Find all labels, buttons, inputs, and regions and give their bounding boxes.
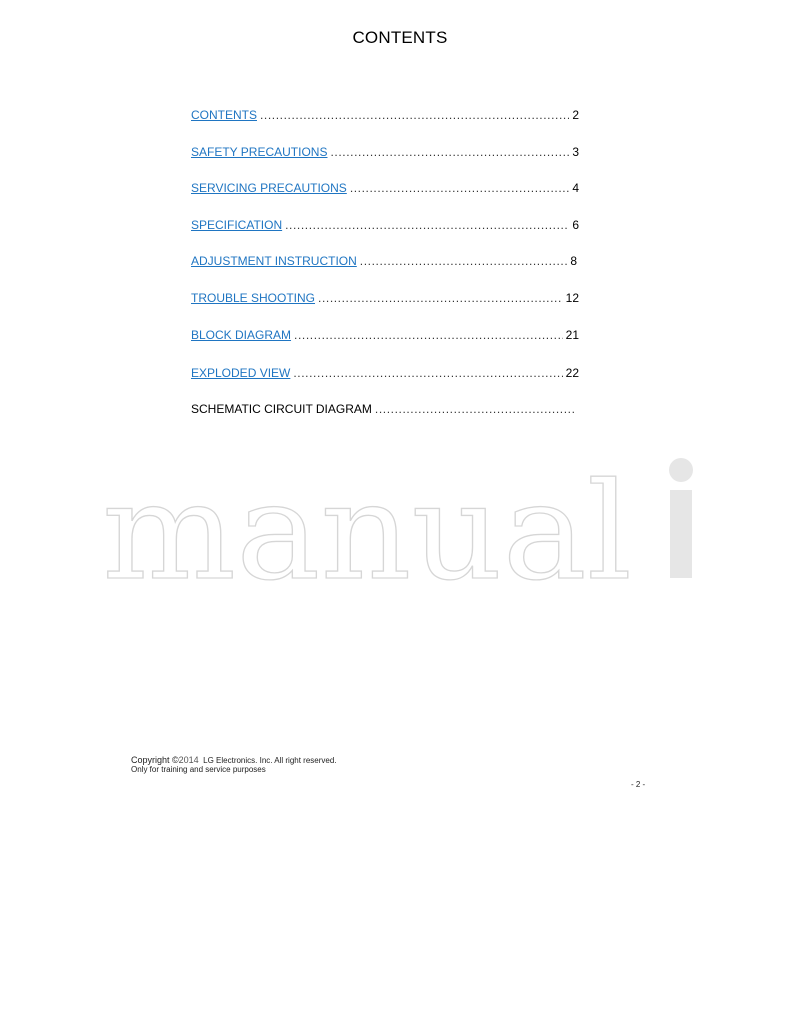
toc-page-number: 4: [572, 181, 579, 195]
footer-copyright: [131, 756, 337, 774]
toc-link[interactable]: SAFETY PRECAUTIONS: [191, 145, 328, 159]
toc-entry-schematic-circuit-diagram: [191, 402, 577, 416]
toc-page-number: 12: [565, 291, 579, 305]
copyright-line: [131, 756, 337, 765]
watermark-logo: [100, 458, 700, 588]
toc-entry-safety-precautions[interactable]: [191, 145, 579, 159]
toc-entry-contents[interactable]: [191, 108, 579, 122]
toc-leader-dots: [294, 328, 563, 342]
toc-page-number: 22: [565, 366, 579, 380]
watermark-text: manual: [102, 458, 632, 588]
toc-page-number: 8: [570, 254, 577, 268]
copyright-prefix: Copyright ©: [131, 755, 179, 765]
toc-leader-dots: [293, 366, 562, 380]
copyright-company: LG Electronics. Inc. All right reserved.: [203, 756, 337, 765]
copyright-note: Only for training and service purposes: [131, 765, 266, 774]
toc-page-number: 2: [572, 108, 579, 122]
watermark-i-stem: [670, 490, 692, 578]
toc-entry-block-diagram[interactable]: [191, 328, 579, 342]
toc-entry-adjustment-instruction[interactable]: [191, 254, 577, 268]
footer-page-number: - 2 -: [631, 780, 646, 789]
copyright-year: 2014: [178, 755, 199, 765]
toc-link[interactable]: EXPLODED VIEW: [191, 366, 291, 380]
toc-leader-dots: [360, 254, 568, 268]
toc-entry-exploded-view[interactable]: [191, 366, 579, 380]
toc-label: SCHEMATIC CIRCUIT DIAGRAM: [191, 402, 372, 416]
toc-leader-dots: [350, 181, 570, 195]
toc-link[interactable]: BLOCK DIAGRAM: [191, 328, 292, 342]
toc-page-number: 3: [572, 145, 579, 159]
toc-entry-specification[interactable]: [191, 218, 579, 232]
page-title: CONTENTS: [352, 28, 448, 47]
toc-leader-dots: [375, 402, 574, 416]
toc-leader-dots: [330, 145, 569, 159]
toc-entry-trouble-shooting[interactable]: [191, 291, 579, 305]
toc-link[interactable]: SPECIFICATION: [191, 218, 283, 232]
toc-link[interactable]: CONTENTS: [191, 108, 257, 122]
toc-leader-dots: [285, 218, 569, 232]
toc-leader-dots: [318, 291, 563, 305]
watermark-i-dot: [669, 458, 693, 482]
toc-entry-servicing-precautions[interactable]: [191, 181, 579, 195]
toc-leader-dots: [260, 108, 569, 122]
toc-link[interactable]: ADJUSTMENT INSTRUCTION: [191, 254, 357, 268]
toc-page-number: 6: [572, 218, 579, 232]
toc-link[interactable]: TROUBLE SHOOTING: [191, 291, 316, 305]
toc-link[interactable]: SERVICING PRECAUTIONS: [191, 181, 347, 195]
toc-page-number: 21: [565, 328, 579, 342]
